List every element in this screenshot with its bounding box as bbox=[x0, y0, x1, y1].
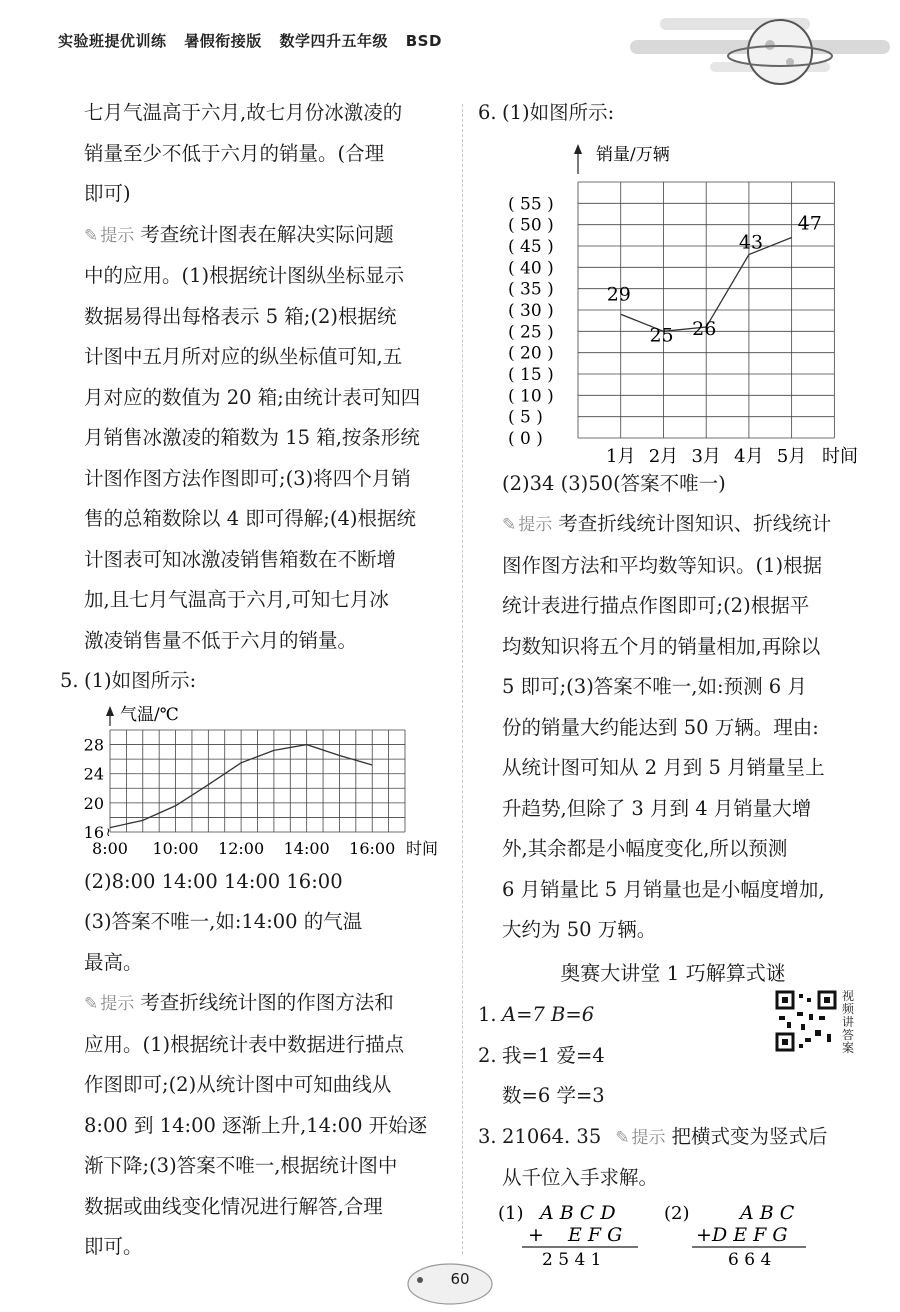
question-number: 5. bbox=[60, 669, 79, 692]
sales-data-label: 29 bbox=[606, 282, 631, 305]
section-title: 奥赛大讲堂 1 巧解算式谜 bbox=[560, 960, 786, 985]
question-number: 2. bbox=[478, 1043, 497, 1067]
sales-x-tick: 2月 bbox=[648, 445, 679, 464]
sales-y-ticks bbox=[508, 194, 554, 449]
sales-x-tick: 1月 bbox=[606, 445, 636, 464]
tip-line: 外,其余都是小幅度变化,所以预测 bbox=[502, 837, 788, 860]
tip-line: 月销售冰激凌的箱数为 15 箱,按条形统 bbox=[84, 426, 420, 449]
answer-line: (2)8:00 14:00 14:00 16:00 bbox=[84, 869, 343, 893]
tip-line: 数据易得出每格表示 5 箱;(2)根据统 bbox=[84, 304, 397, 328]
publisher-code: BSD bbox=[405, 32, 442, 50]
axis-break-mark: ≀ bbox=[106, 824, 111, 839]
tip-line: 统计表进行描点作图即可;(2)根据平 bbox=[502, 594, 810, 617]
vertical-result-2: 6 6 4 bbox=[728, 1249, 772, 1267]
page-number: 60 bbox=[450, 1270, 470, 1288]
temp-y-tick: 28 bbox=[83, 735, 104, 755]
tip-line: ✎ 提示 考查统计图表在解决实际问题 bbox=[84, 222, 394, 246]
qr-code[interactable] bbox=[775, 990, 837, 1052]
sales-y-tick: ( 20 ) bbox=[508, 343, 554, 364]
answer-line: (2)34 (3)50(答案不唯一) bbox=[502, 471, 726, 495]
tip-line: 计图中五月所对应的纵坐标值可知,五 bbox=[84, 345, 403, 368]
sales-data-labels bbox=[607, 212, 822, 346]
temp-ylabel: 气温/℃ bbox=[120, 704, 179, 725]
tip-line: ✎ 提示 考查折线统计图的作图方法和 bbox=[84, 991, 394, 1014]
tip-line: 均数知识将五个月的销量相加,再除以 bbox=[502, 634, 821, 658]
tip-line: 图作图方法和平均数等知识。(1)根据 bbox=[502, 553, 823, 577]
question-6: 6. (1)如图所示: bbox=[478, 93, 868, 134]
subject-name: 数学四升五年级 bbox=[279, 32, 389, 50]
tip-line: 6 月销量比 5 月销量也是小幅度增加, bbox=[502, 877, 825, 901]
y-arrow-head bbox=[106, 706, 114, 716]
tip-label: ✎ 提示 bbox=[502, 515, 553, 535]
edition-name: 暑假衔接版 bbox=[184, 32, 262, 50]
question-number: 6. bbox=[478, 101, 497, 124]
sales-y-tick: ( 25 ) bbox=[508, 321, 554, 342]
y-arrow-head bbox=[574, 144, 582, 154]
tip-line: 激凌销售量不低于六月的销量。 bbox=[84, 628, 358, 652]
tip-line: 计图作图方法作图即可;(3)将四个月销 bbox=[84, 466, 411, 490]
tip-line: 计图表可知冰激凌销售箱数在不断增 bbox=[84, 547, 397, 571]
right-column bbox=[478, 93, 868, 1267]
sales-line-chart bbox=[478, 134, 868, 464]
tip-label: ✎ 提示 bbox=[615, 1127, 666, 1148]
para-line: 七月气温高于六月,故七月份冰激凌的 bbox=[84, 101, 403, 124]
tip-line: 售的总箱数除以 4 即可得解;(4)根据统 bbox=[84, 507, 416, 530]
vertical-plus-1: + bbox=[528, 1223, 544, 1246]
vertical-addition bbox=[478, 1201, 858, 1267]
tip-line: 中的应用。(1)根据统计图纵坐标显示 bbox=[84, 264, 405, 287]
tip-label: ✎ 提示 bbox=[84, 994, 135, 1014]
tip-line: 渐下降;(3)答案不唯一,根据统计图中 bbox=[84, 1154, 398, 1177]
sales-y-tick: ( 15 ) bbox=[508, 364, 554, 385]
vertical-top-1: A B C D bbox=[540, 1201, 616, 1224]
tip-line: 即可。 bbox=[84, 1235, 143, 1258]
sales-y-tick: ( 50 ) bbox=[508, 215, 554, 236]
column-divider bbox=[462, 104, 463, 1254]
tip-line: ✎ 提示 考查折线统计图知识、折线统计 bbox=[502, 512, 832, 535]
sales-y-tick: ( 0 ) bbox=[508, 428, 543, 449]
temp-x-tick: 14:00 bbox=[283, 838, 330, 858]
vertical-label-2: (2) bbox=[664, 1202, 690, 1224]
vertical-top-2: A B C bbox=[740, 1201, 795, 1224]
tip-line: 加,且七月气温高于六月,可知七月冰 bbox=[84, 588, 389, 611]
qr-caption: 视频讲答案 bbox=[842, 989, 855, 1055]
temp-x-tick: 12:00 bbox=[218, 838, 265, 858]
olympiad-q2: 2. 我=1 爱=4 bbox=[478, 1036, 868, 1077]
temp-x-tick: 16:00 bbox=[349, 838, 396, 858]
sales-y-tick: ( 10 ) bbox=[508, 385, 554, 406]
sales-data-label: 43 bbox=[738, 231, 764, 254]
vertical-result-1: 2 5 4 1 bbox=[542, 1249, 602, 1267]
sales-xlabel: 时间 bbox=[822, 445, 858, 464]
sales-y-tick: ( 35 ) bbox=[508, 279, 554, 300]
sales-x-tick: 5月 bbox=[776, 445, 807, 464]
sales-y-tick: ( 55 ) bbox=[508, 193, 554, 214]
sales-y-tick: ( 5 ) bbox=[508, 407, 543, 428]
para-line: 即可) bbox=[84, 182, 131, 205]
olympiad-q3: 3. 21064. 35 ✎ 提示 把横式变为竖式后 bbox=[478, 1117, 868, 1159]
left-column bbox=[60, 93, 455, 1268]
pen-icon: ✎ bbox=[84, 225, 99, 246]
temp-y-ticks bbox=[84, 735, 104, 841]
temp-y-tick: 24 bbox=[83, 764, 104, 784]
vertical-label-1: (1) bbox=[498, 1202, 524, 1224]
tip-label: ✎ 提示 bbox=[84, 225, 135, 246]
temp-y-tick: 16 bbox=[83, 822, 104, 842]
sales-x-tick: 3月 bbox=[691, 445, 721, 464]
pen-icon: ✎ bbox=[84, 994, 99, 1014]
sales-data-label: 25 bbox=[649, 323, 674, 346]
temperature-line-chart bbox=[60, 702, 455, 862]
pen-icon: ✎ bbox=[615, 1127, 630, 1148]
sales-y-tick: ( 40 ) bbox=[508, 257, 554, 278]
para-line: 销量至少不低于六月的销量。(合理 bbox=[84, 141, 385, 165]
tip-line: 升趋势,但除了 3 月到 4 月销量大增 bbox=[502, 796, 812, 820]
tip-line: 从千位入手求解。 bbox=[502, 1166, 659, 1189]
vertical-plus-2: + bbox=[696, 1223, 712, 1246]
temp-x-tick: 8:00 bbox=[92, 838, 128, 858]
sales-data-label: 47 bbox=[797, 211, 822, 234]
tip-line: 8:00 到 14:00 逐渐上升,14:00 开始逐 bbox=[84, 1113, 428, 1137]
temp-x-tick: 10:00 bbox=[152, 838, 199, 858]
temp-grid bbox=[110, 730, 405, 832]
olympiad-q2-line2: 数=6 学=3 bbox=[502, 1084, 605, 1107]
vertical-second-1: E F G bbox=[568, 1223, 623, 1246]
sales-y-tick: ( 30 ) bbox=[508, 300, 554, 321]
tip-line: 从统计图可知从 2 月到 5 月销量呈上 bbox=[502, 756, 825, 779]
vertical-second-2: D E F G bbox=[712, 1223, 788, 1246]
sales-data-label: 26 bbox=[692, 317, 717, 340]
question-number: 1. bbox=[478, 1003, 497, 1026]
series-name: 实验班提优训练 bbox=[58, 32, 167, 50]
sales-ylabel: 销量/万辆 bbox=[596, 144, 670, 165]
temp-y-tick: 20 bbox=[83, 793, 104, 813]
tip-line: 数据或曲线变化情况进行解答,合理 bbox=[84, 1194, 383, 1218]
tip-line: 5 即可;(3)答案不唯一,如:预测 6 月 bbox=[502, 675, 807, 698]
answer-line: (3)答案不唯一,如:14:00 的气温 bbox=[84, 910, 363, 933]
tip-line: 应用。(1)根据统计表中数据进行描点 bbox=[84, 1032, 405, 1056]
sales-x-ticks bbox=[606, 446, 806, 464]
tip-line: 大约为 50 万辆。 bbox=[502, 918, 657, 941]
olympiad-q1: 1. A=7 B=6 bbox=[478, 995, 868, 1036]
question-number: 3. bbox=[478, 1124, 497, 1148]
temp-x-ticks bbox=[92, 839, 395, 858]
tip-line: 份的销量大约能达到 50 万辆。理由: bbox=[502, 715, 819, 739]
answer-line: 最高。 bbox=[84, 950, 143, 974]
sales-y-tick: ( 45 ) bbox=[508, 236, 554, 257]
tip-line: 月对应的数值为 20 箱;由统计表可知四 bbox=[84, 385, 421, 409]
temp-xlabel: 时间 bbox=[406, 838, 439, 858]
pen-icon: ✎ bbox=[502, 515, 517, 535]
tip-line: 作图即可;(2)从统计图中可知曲线从 bbox=[84, 1073, 392, 1096]
book-header bbox=[58, 30, 454, 51]
sales-x-tick: 4月 bbox=[734, 445, 764, 464]
question-5: 5. (1)如图所示: bbox=[60, 661, 455, 702]
sales-grid bbox=[578, 182, 834, 438]
